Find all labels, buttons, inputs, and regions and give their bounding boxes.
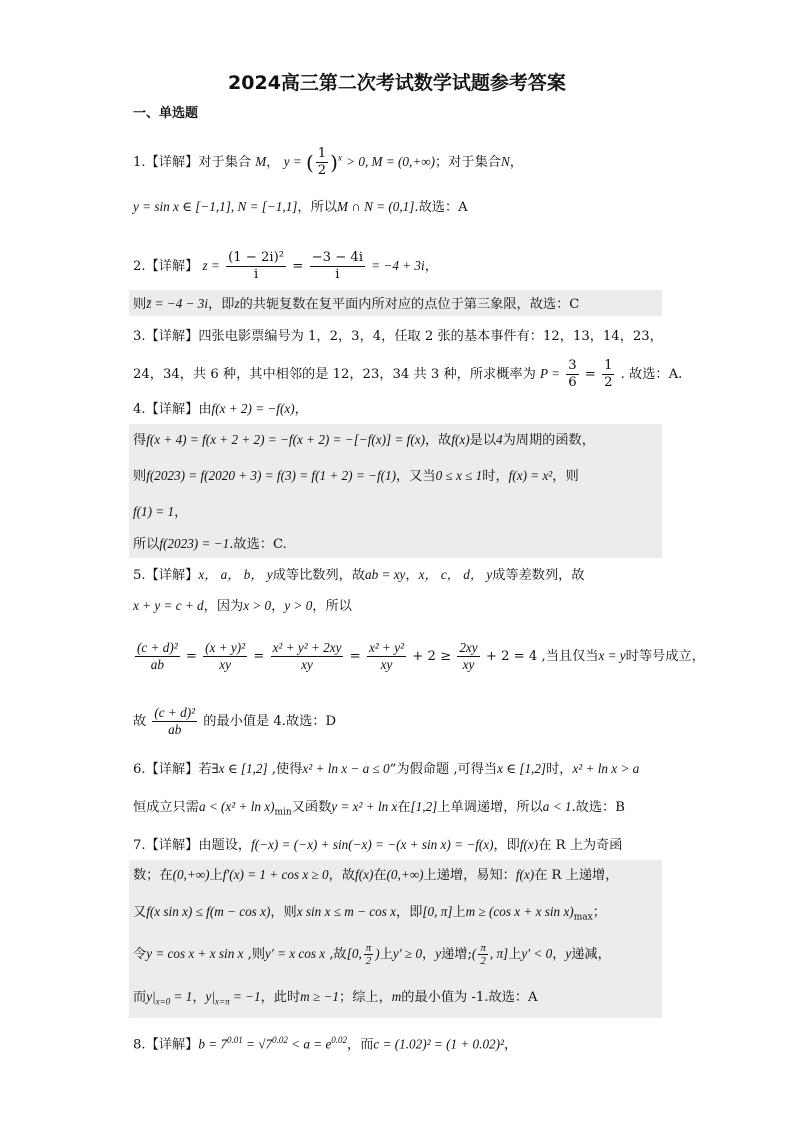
q4-text: ，则 (552, 469, 579, 484)
q1-math: M (255, 154, 267, 169)
q1-frac-den: 2 (317, 163, 327, 178)
q7-text: 在 (373, 868, 387, 883)
page-title: 2024高三第二次考试数学试题参考答案 (228, 72, 566, 94)
q2-fraction (310, 250, 365, 283)
q5-eq: = (253, 649, 265, 664)
q5-fraction (271, 640, 344, 673)
q8-superscript: 0.01 (227, 1035, 243, 1045)
q7-text: ,故 (325, 947, 347, 962)
q4-text: 所以 (133, 537, 160, 552)
q5-line-4 (133, 705, 336, 738)
q5-frac-den: ab (168, 722, 182, 737)
q2-math: z = (202, 258, 220, 273)
q7-math: m ≥ −1 (300, 989, 340, 1004)
q7-text: 的最小值为 -1.故选：A (401, 990, 538, 1005)
q7-math: y′ < 0 (521, 946, 553, 961)
q4-text: 时， (482, 469, 509, 484)
q6-math: a < 1 (542, 799, 572, 814)
q7-math: , π] (489, 946, 509, 961)
q2-eq: = (292, 259, 304, 274)
q7-text: ，即 (396, 905, 423, 920)
q7-math: = 1 (170, 989, 193, 1004)
q7-text: ，此时 (260, 990, 301, 1005)
q7-line-3 (133, 903, 606, 927)
q7-text: ， (552, 947, 566, 962)
q5-eq: = (185, 649, 197, 664)
q7-frac-den: 2 (480, 955, 486, 967)
q5-text: ，所以 (312, 599, 352, 614)
q1-paren: ( (305, 150, 314, 175)
q5-text: ，因为 (203, 599, 244, 614)
q2-math: z (234, 296, 240, 311)
q4-line-5 (133, 535, 287, 554)
q5-label: 5.【详解】 (133, 568, 199, 583)
q7-subscript: max (573, 912, 593, 923)
q5-fraction (203, 640, 247, 673)
q8-text: ，而 (347, 1037, 374, 1053)
q7-text: 在 R 上为奇函 (538, 838, 623, 853)
q5-frac-num: (c + d)² (137, 640, 178, 655)
q3-line-1: 3.【详解】四张电影票编号为 1，2，3，4，任取 2 张的基本事件有：12，13，14，23， (133, 329, 663, 344)
q6-text: 又函数 (291, 800, 332, 815)
q7-text: 上 (452, 905, 466, 920)
q7-fraction (364, 942, 374, 967)
q7-line-2 (133, 866, 618, 885)
q7-math: ) (375, 946, 380, 961)
q6-text: 时， (546, 762, 573, 777)
q5-text: ， (405, 568, 419, 583)
q5-math: x > 0 (243, 598, 272, 613)
q3-frac-den: 2 (604, 375, 613, 390)
q7-text: 在 R 上递增， (534, 868, 619, 883)
q2-line-2 (133, 295, 579, 314)
q6-math: x ∈ [1,2] (497, 761, 547, 776)
q5-eq: = (349, 649, 361, 664)
q4-math: f(1) = 1 (133, 504, 175, 519)
q2-frac-num: (1 − 2i)² (228, 250, 285, 265)
q2-frac-den: i (253, 267, 259, 282)
q1-paren: ) (330, 150, 338, 175)
q7-math: f(x) (355, 867, 374, 882)
q5-frac-num: x² + y² (368, 640, 405, 655)
q5-frac-num: x² + y² + 2xy (272, 640, 342, 655)
q4-math: f(x) = x² (508, 468, 553, 483)
q5-math: ab = xy (365, 567, 406, 582)
q4-text: ， (174, 505, 188, 520)
q3-eq: = (584, 367, 596, 382)
q7-subscript: x=π (215, 996, 230, 1007)
q4-text: ，又当 (396, 469, 436, 484)
q2-math: z̄ = −4 − 3i (146, 296, 209, 311)
q7-text: 令 (133, 947, 147, 962)
q7-math: f(x sin x) ≤ f(m − cos x) (146, 904, 271, 919)
q4-text: .故选：C. (229, 537, 287, 552)
q6-math: a < (x² + ln x) (198, 799, 275, 814)
q2-text: 则 (133, 297, 147, 312)
q4-text: ， (294, 402, 308, 417)
q7-math: (0,+∞) (172, 867, 210, 882)
q5-math: x = y (598, 648, 626, 663)
q5-text: 的最小值是 4.故选：D (203, 714, 337, 729)
q4-text: 得 (133, 433, 147, 448)
q4-text: 则 (133, 469, 147, 484)
q7-math: ( (471, 946, 477, 961)
q6-math: y = x² + ln x (331, 799, 398, 814)
q8-math: c = (1.02)² = (1 + 0.02)² (373, 1036, 504, 1052)
q5-frac-num: 2xy (459, 640, 478, 655)
q8-label: 8.【详解】 (133, 1037, 199, 1053)
q8-math: = √7 (242, 1036, 273, 1052)
q5-frac-num: (x + y)² (205, 640, 246, 655)
q4-line-1 (133, 400, 308, 419)
q5-text: ,当且仅当 (537, 649, 599, 664)
q7-text: 而 (133, 990, 147, 1005)
q1-label: 1.【详解】对于集合 (133, 155, 252, 170)
q6-text: 上单调递增，所以 (437, 800, 543, 815)
q8-line-1 (133, 1031, 517, 1054)
q4-text: 是以 (469, 433, 497, 448)
q4-text: ，故 (424, 433, 452, 448)
q5-math: + 2 ≥ (412, 649, 452, 664)
q7-text: ,则 (243, 947, 266, 962)
q6-label: 6.【详解】若 (133, 762, 212, 777)
q7-text: ， (192, 990, 206, 1005)
q8-superscript: 0.02 (272, 1035, 288, 1045)
q7-text: ，则 (270, 905, 297, 920)
q6-math: [1,2] (410, 799, 438, 814)
q4-math: 4 (496, 432, 503, 447)
q3-math: P = (539, 366, 560, 381)
q7-math: x sin x ≤ m − cos x (296, 904, 397, 919)
q8-math: b = 7 (198, 1036, 228, 1052)
q7-frac-num: π (365, 942, 372, 954)
q4-math: 0 ≤ x ≤ 1 (435, 468, 483, 483)
q2-text: 的共轭复数在复平面内所对应的点位于第三象限，故选：C (239, 297, 580, 312)
q4-label: 4.【详解】由 (133, 402, 212, 417)
q3-frac-num: 3 (568, 358, 577, 373)
q3-fraction (566, 358, 578, 391)
q2-label: 2.【详解】 (133, 259, 199, 274)
q5-fraction (152, 705, 197, 738)
q5-frac-den: xy (219, 657, 231, 672)
q7-math: m ≥ (cos x + x sin x) (465, 904, 574, 919)
q7-text: ，即 (493, 838, 520, 853)
q7-math: [0, (346, 946, 362, 961)
q1-text: ；对于集合 (435, 155, 501, 170)
q5-frac-den: ab (150, 657, 164, 672)
q6-text: .故选：B (571, 800, 625, 815)
q6-text: ”为假命题 ,可得当 (389, 762, 498, 777)
q7-math: y (565, 946, 572, 961)
q2-math: = −4 + 3i (371, 258, 425, 273)
q7-text: ， (422, 947, 436, 962)
q8-text: ， (503, 1037, 518, 1053)
q2-frac-num: −3 − 4i (311, 250, 364, 265)
q4-math: f(2023) = −1 (159, 536, 230, 551)
q5-fraction (367, 640, 406, 673)
q7-text: 上递增，易知： (423, 868, 516, 883)
q6-line-2 (133, 798, 625, 822)
q5-text: 成等比数列，故 (272, 568, 366, 583)
q4-math: f(x) (451, 432, 470, 447)
q3-fraction (602, 358, 614, 391)
q5-text: 时等号成立， (625, 649, 705, 664)
q2-line-1 (133, 250, 438, 283)
q7-text: 上 (508, 947, 522, 962)
q1-text: ，所以 (297, 200, 337, 215)
q1-text: .故选：A (414, 200, 468, 215)
q6-text: ,使得 (267, 762, 303, 777)
q6-text: 恒成立只需 (133, 800, 199, 815)
q1-exponent: x (337, 152, 342, 163)
q7-math: f(x) (519, 837, 539, 852)
q5-frac-den: xy (462, 657, 475, 672)
q7-frac-num: π (480, 942, 486, 954)
q5-line-3 (133, 640, 705, 673)
q2-text: ， (424, 259, 438, 274)
q5-frac-num: (c + d)² (154, 705, 196, 720)
q7-text: ；综上， (339, 990, 392, 1005)
q7-fraction (478, 942, 488, 967)
q5-math: x + y = c + d (133, 598, 204, 613)
q7-subscript: x=0 (155, 996, 171, 1007)
q1-math: y = sin x ∈ [−1,1], N = [−1,1] (133, 199, 298, 214)
q4-math: f(x + 4) = f(x + 2 + 2) = −f(x + 2) = −[−f(x)] = f(x) (146, 432, 425, 447)
q5-frac-den: xy (380, 657, 393, 672)
q6-text: 在 (397, 800, 411, 815)
q1-math: y = (283, 154, 302, 169)
q8-math: < a = e (287, 1036, 332, 1052)
q6-subscript: min (274, 807, 292, 818)
q6-math: ∃x ∈ [1,2] (211, 761, 268, 776)
q5-line-1 (133, 566, 585, 585)
q7-frac-den: 2 (365, 955, 372, 967)
q7-text: ，故 (328, 868, 356, 883)
q6-line-1 (133, 760, 639, 779)
q7-text: ； (592, 905, 606, 920)
q7-math: (0,+∞) (386, 867, 424, 882)
q4-line-4 (133, 503, 187, 522)
q1-line-2 (133, 198, 468, 217)
q4-line-2 (133, 431, 595, 450)
q2-text: ，即 (208, 297, 235, 312)
q7-math: m (391, 989, 402, 1004)
q7-math: y′ ≥ 0 (392, 946, 423, 961)
q4-math: f(2023) = f(2020 + 3) = f(3) = f(1 + 2) = −f(1) (146, 468, 396, 483)
q7-math: y = cos x + x sin x (146, 946, 244, 961)
q1-line-1 (133, 146, 523, 179)
q4-line-3 (133, 467, 579, 486)
q7-math: = −1 (229, 989, 261, 1004)
q7-math: f(x) (515, 867, 535, 882)
q7-text: 上 (379, 947, 393, 962)
q3-line-2 (133, 358, 682, 391)
q1-math: M ∩ N = (0,1] (336, 199, 415, 214)
q3-frac-den: 6 (568, 375, 577, 390)
q1-math: > 0, M = (0,+∞) (346, 154, 436, 169)
section-heading: 一、单选题 (133, 106, 199, 121)
q5-math: x， a， b， y (198, 567, 273, 582)
q7-line-4 (133, 942, 611, 967)
q5-line-2 (133, 597, 352, 616)
q7-math: f(−x) = (−x) + sin(−x) = −(x + sin x) = −f(x) (251, 837, 494, 852)
q5-math: + 2 = 4 (485, 649, 538, 664)
q7-text: 数；在 (133, 868, 173, 883)
q5-math: x， c， d， y (418, 567, 493, 582)
q1-frac-num: 1 (317, 146, 327, 161)
q7-math: y (435, 946, 442, 961)
q1-math: N (500, 154, 510, 169)
q1-text: ， (266, 155, 280, 170)
q3-text: . 故选：A. (620, 367, 683, 382)
q6-math: x² + ln x − a ≤ 0 (302, 761, 390, 776)
q7-math: f′(x) = 1 + cos x ≥ 0 (222, 867, 329, 882)
q2-fraction (226, 250, 286, 283)
q4-text: 为周期的函数， (502, 433, 595, 448)
q4-math: f(x + 2) = −f(x) (211, 401, 295, 416)
q7-label: 7.【详解】由题设， (133, 838, 252, 853)
q5-fraction (457, 640, 479, 673)
q1-text: ， (509, 155, 523, 170)
q5-math: y > 0 (284, 598, 313, 613)
q7-text: 上 (209, 868, 223, 883)
q3-frac-num: 1 (604, 358, 613, 373)
q7-text: 又 (133, 905, 147, 920)
q7-math: y| (205, 989, 216, 1004)
q6-math: x² + ln x > a (572, 761, 640, 776)
q5-text: ， (271, 599, 285, 614)
q7-line-1 (133, 836, 622, 855)
q2-frac-den: i (335, 267, 340, 282)
q7-math: y| (146, 989, 156, 1004)
q7-text: 递增; (441, 947, 472, 962)
q7-line-5 (133, 988, 538, 1011)
q5-frac-den: xy (301, 657, 313, 672)
q7-text: 递减， (571, 947, 611, 962)
q5-text: 成等差数列，故 (492, 568, 585, 583)
q7-math: y′ = x cos x (265, 946, 326, 961)
q3-text: 24，34，共 6 种，其中相邻的是 12，23，34 共 3 种，所求概率为 (133, 367, 536, 382)
q8-superscript: 0.02 (331, 1035, 348, 1045)
q5-fraction (135, 640, 180, 673)
q5-text: 故 (133, 714, 147, 729)
q1-fraction (316, 146, 328, 179)
q7-math: [0, π] (422, 904, 453, 919)
